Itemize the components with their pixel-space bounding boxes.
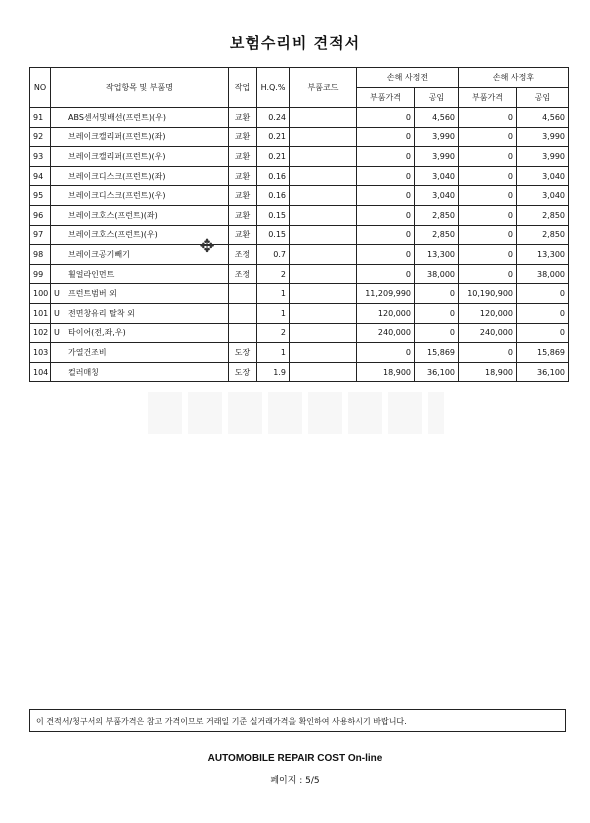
watermark — [148, 392, 444, 434]
row-before-labor: 36,100 — [415, 362, 459, 382]
row-item-cell — [51, 205, 229, 225]
table-row — [30, 245, 569, 265]
row-no: 104 — [30, 362, 51, 382]
row-part-code — [290, 225, 357, 245]
table-row — [30, 147, 569, 167]
row-no: 91 — [30, 108, 51, 128]
row-no: 101 — [30, 303, 51, 323]
row-item-cell — [51, 264, 229, 284]
row-after-labor: 0 — [517, 303, 569, 323]
row-work: 교환 — [229, 147, 257, 167]
row-item-name: ABS센서및배선(프런트)(우) — [68, 112, 166, 122]
row-code-flag: U — [54, 328, 60, 338]
row-hq: 0.21 — [257, 147, 290, 167]
row-before-labor: 38,000 — [415, 264, 459, 284]
footer-brand: AUTOMOBILE REPAIR COST On-line — [207, 753, 383, 764]
row-work: 교환 — [229, 108, 257, 128]
row-item-name: 프런트범버 외 — [68, 289, 117, 299]
row-hq: 0.21 — [257, 127, 290, 147]
row-item-name: 컬러매칭 — [68, 367, 99, 377]
row-part-code — [290, 303, 357, 323]
header-part-code: 부품코드 — [290, 68, 357, 108]
table-row — [30, 284, 569, 304]
row-item-name: 브레이크호스(프런트)(우) — [68, 230, 158, 240]
row-work: 교환 — [229, 205, 257, 225]
row-after-part-price: 0 — [459, 147, 517, 167]
row-item-name: 브레이크공기빼기 — [68, 249, 130, 259]
page-number: 페이지 : 5/5 — [270, 776, 320, 786]
row-hq: 1.9 — [257, 362, 290, 382]
table-row — [30, 225, 569, 245]
row-no: 96 — [30, 205, 51, 225]
row-before-part-price: 0 — [357, 245, 415, 265]
row-item-name: 전면창유리 탈착 외 — [68, 308, 135, 318]
row-before-labor: 4,560 — [415, 108, 459, 128]
row-before-labor: 3,990 — [415, 147, 459, 167]
row-item-cell — [51, 166, 229, 186]
row-hq: 1 — [257, 284, 290, 304]
row-item-cell — [51, 147, 229, 167]
row-after-labor: 3,040 — [517, 166, 569, 186]
row-before-part-price: 120,000 — [357, 303, 415, 323]
row-before-part-price: 0 — [357, 147, 415, 167]
row-item-cell — [51, 303, 229, 323]
row-part-code — [290, 108, 357, 128]
table-row — [30, 323, 569, 343]
row-before-labor: 15,869 — [415, 343, 459, 363]
row-no: 102 — [30, 323, 51, 343]
row-before-labor: 13,300 — [415, 245, 459, 265]
header-before-labor: 공임 — [415, 88, 459, 108]
row-before-part-price: 240,000 — [357, 323, 415, 343]
row-work: 조정 — [229, 264, 257, 284]
row-before-part-price: 18,900 — [357, 362, 415, 382]
row-before-labor: 0 — [415, 323, 459, 343]
row-after-labor: 13,300 — [517, 245, 569, 265]
row-part-code — [290, 127, 357, 147]
row-no: 94 — [30, 166, 51, 186]
row-after-labor: 0 — [517, 323, 569, 343]
header-item: 작업항목 및 부품명 — [51, 68, 229, 108]
row-code-flag: U — [54, 308, 60, 318]
row-after-part-price: 18,900 — [459, 362, 517, 382]
row-item-cell — [51, 323, 229, 343]
row-after-labor: 15,869 — [517, 343, 569, 363]
row-no: 95 — [30, 186, 51, 206]
estimate-table — [29, 67, 569, 382]
row-item-name: 브레이크디스크(프런트)(좌) — [68, 171, 166, 181]
row-no: 93 — [30, 147, 51, 167]
table-row — [30, 205, 569, 225]
row-after-part-price: 0 — [459, 245, 517, 265]
row-item-cell — [51, 108, 229, 128]
row-before-part-price: 0 — [357, 343, 415, 363]
table-row — [30, 166, 569, 186]
header-after-part-price: 부품가격 — [459, 88, 517, 108]
row-hq: 0.15 — [257, 205, 290, 225]
header-work: 작업 — [229, 68, 257, 108]
move-cursor-icon: ✥ — [199, 236, 215, 257]
row-before-labor: 3,990 — [415, 127, 459, 147]
row-after-labor: 0 — [517, 284, 569, 304]
row-before-part-price: 0 — [357, 108, 415, 128]
row-hq: 0.24 — [257, 108, 290, 128]
row-after-labor: 38,000 — [517, 264, 569, 284]
table-row — [30, 186, 569, 206]
row-after-labor: 3,990 — [517, 127, 569, 147]
row-part-code — [290, 245, 357, 265]
row-work — [229, 323, 257, 343]
row-item-name: 가열건조비 — [68, 347, 107, 357]
row-before-labor: 2,850 — [415, 205, 459, 225]
row-item-name: 브레이크캘리퍼(프런트)(우) — [68, 151, 166, 161]
row-part-code — [290, 362, 357, 382]
row-after-part-price: 10,190,900 — [459, 284, 517, 304]
row-part-code — [290, 147, 357, 167]
table-row — [30, 264, 569, 284]
row-before-part-price: 0 — [357, 264, 415, 284]
table-row — [30, 362, 569, 382]
row-work: 도장 — [229, 343, 257, 363]
row-before-labor: 0 — [415, 303, 459, 323]
row-no: 99 — [30, 264, 51, 284]
row-before-part-price: 11,209,990 — [357, 284, 415, 304]
row-item-cell — [51, 186, 229, 206]
table-body — [30, 108, 569, 382]
row-after-labor: 2,850 — [517, 225, 569, 245]
row-before-labor: 0 — [415, 284, 459, 304]
row-before-part-price: 0 — [357, 225, 415, 245]
page-title: 보험수리비 견적서 — [229, 34, 361, 52]
row-work — [229, 303, 257, 323]
row-item-name: 브레이크캘리퍼(프런트)(좌) — [68, 132, 166, 142]
row-after-part-price: 0 — [459, 166, 517, 186]
row-after-part-price: 0 — [459, 264, 517, 284]
row-hq: 0.7 — [257, 245, 290, 265]
table-row — [30, 108, 569, 128]
row-item-name: 브레이크디스크(프런트)(우) — [68, 191, 166, 201]
row-no: 103 — [30, 343, 51, 363]
row-item-cell — [51, 362, 229, 382]
row-before-part-price: 0 — [357, 205, 415, 225]
row-item-cell — [51, 343, 229, 363]
row-after-part-price: 0 — [459, 127, 517, 147]
row-after-part-price: 0 — [459, 205, 517, 225]
header-no: NO — [30, 68, 51, 108]
row-code-flag: U — [54, 289, 60, 299]
row-hq: 0.16 — [257, 186, 290, 206]
row-after-labor: 3,990 — [517, 147, 569, 167]
row-work: 교환 — [229, 186, 257, 206]
row-hq: 1 — [257, 303, 290, 323]
row-after-part-price: 120,000 — [459, 303, 517, 323]
row-before-part-price: 0 — [357, 127, 415, 147]
row-before-part-price: 0 — [357, 186, 415, 206]
table-row — [30, 127, 569, 147]
row-item-cell — [51, 127, 229, 147]
row-work: 교환 — [229, 166, 257, 186]
row-no: 98 — [30, 245, 51, 265]
row-part-code — [290, 205, 357, 225]
row-work: 교환 — [229, 225, 257, 245]
row-part-code — [290, 166, 357, 186]
row-hq: 2 — [257, 323, 290, 343]
header-after-labor: 공임 — [517, 88, 569, 108]
row-after-labor: 3,040 — [517, 186, 569, 206]
row-before-labor: 2,850 — [415, 225, 459, 245]
row-part-code — [290, 343, 357, 363]
row-after-labor: 4,560 — [517, 108, 569, 128]
row-after-labor: 36,100 — [517, 362, 569, 382]
row-after-part-price: 240,000 — [459, 323, 517, 343]
row-before-part-price: 0 — [357, 166, 415, 186]
row-work: 교환 — [229, 127, 257, 147]
row-hq: 1 — [257, 343, 290, 363]
row-work: 도장 — [229, 362, 257, 382]
table-row — [30, 343, 569, 363]
header-before: 손해 사정전 — [357, 68, 459, 88]
row-hq: 0.16 — [257, 166, 290, 186]
row-item-cell — [51, 284, 229, 304]
row-no: 97 — [30, 225, 51, 245]
row-work: 조정 — [229, 245, 257, 265]
row-item-name: 브레이크호스(프런트)(좌) — [68, 210, 158, 220]
row-part-code — [290, 284, 357, 304]
row-part-code — [290, 264, 357, 284]
row-after-part-price: 0 — [459, 225, 517, 245]
row-part-code — [290, 323, 357, 343]
header-hq: H.Q.% — [257, 68, 290, 108]
row-after-labor: 2,850 — [517, 205, 569, 225]
row-item-name: 휠얼라인먼트 — [68, 269, 115, 279]
header-after: 손해 사정후 — [459, 68, 569, 88]
row-hq: 2 — [257, 264, 290, 284]
row-after-part-price: 0 — [459, 108, 517, 128]
row-no: 100 — [30, 284, 51, 304]
table-row — [30, 303, 569, 323]
row-item-name: 타이어(전,좌,우) — [68, 328, 126, 338]
row-part-code — [290, 186, 357, 206]
row-no: 92 — [30, 127, 51, 147]
notice-box: 이 견적서/청구서의 부품가격은 참고 가격이므로 거래일 기준 실거래가격을 확인하여 사용하시기 바랍니다. — [29, 709, 566, 732]
row-after-part-price: 0 — [459, 186, 517, 206]
row-before-labor: 3,040 — [415, 186, 459, 206]
row-after-part-price: 0 — [459, 343, 517, 363]
row-hq: 0.15 — [257, 225, 290, 245]
header-before-part-price: 부품가격 — [357, 88, 415, 108]
row-work — [229, 284, 257, 304]
row-before-labor: 3,040 — [415, 166, 459, 186]
